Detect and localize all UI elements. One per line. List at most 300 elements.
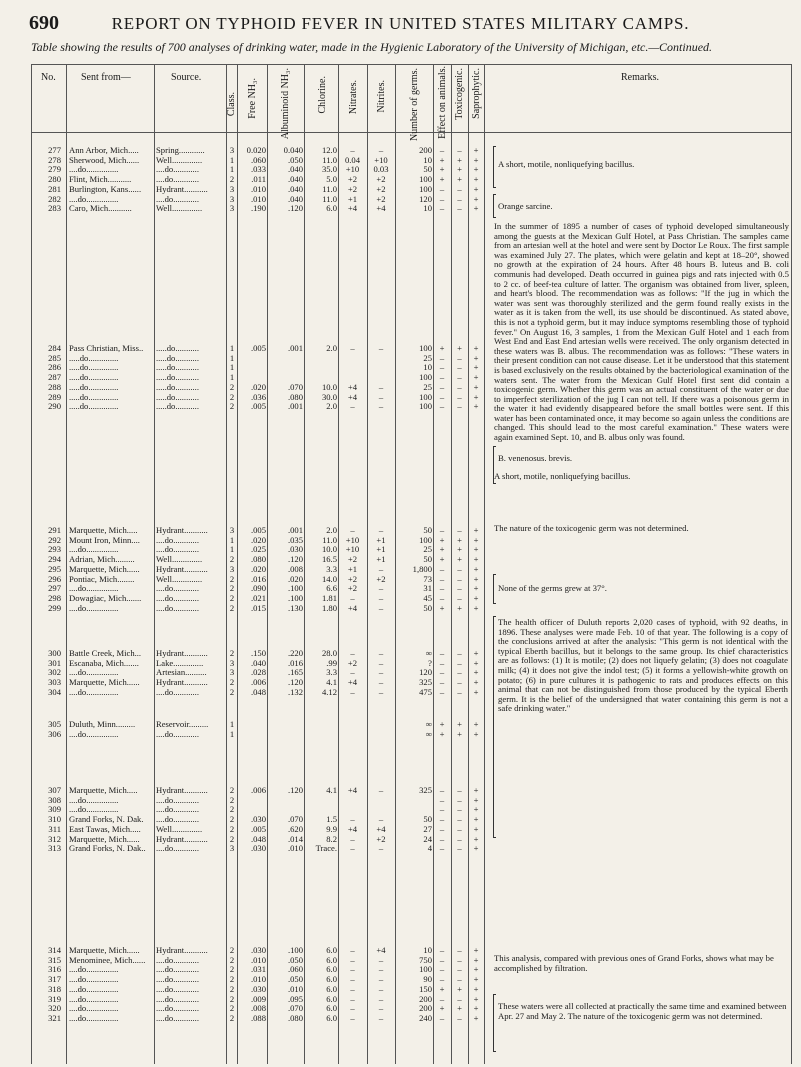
cell-germs: 50 bbox=[423, 814, 432, 825]
cell-nitrates: – bbox=[350, 686, 355, 697]
cell-source: Artesian.......... bbox=[156, 667, 207, 678]
cell-effect-on-animals: – bbox=[439, 525, 445, 535]
cell-saprophytic: + bbox=[473, 1012, 479, 1023]
cell-toxicogenic: + bbox=[457, 164, 462, 175]
cell-class: 2 bbox=[229, 794, 235, 805]
cell-source: .....do........... bbox=[156, 372, 199, 383]
cell-nitrites: – bbox=[378, 592, 384, 603]
cell-chlorine: 5.0 bbox=[326, 174, 337, 185]
remark-brace bbox=[493, 194, 496, 218]
cell-nitrites: – bbox=[378, 563, 384, 574]
cell-source: ....do............ bbox=[156, 843, 199, 854]
cell-class: 2 bbox=[229, 686, 235, 697]
cell-row-number: 319 bbox=[48, 993, 61, 1004]
cell-albuminoid-nh3: .060 bbox=[287, 964, 303, 975]
cell-toxicogenic: – bbox=[457, 193, 462, 204]
cell-class: 3 bbox=[229, 203, 235, 214]
cell-chlorine: 6.0 bbox=[326, 974, 337, 985]
cell-nitrites: – bbox=[378, 602, 384, 613]
cell-effect-on-animals: – bbox=[439, 794, 445, 805]
cell-nitrites: – bbox=[378, 954, 384, 965]
cell-chlorine: 14.0 bbox=[321, 573, 337, 584]
page-title: REPORT ON TYPHOID FEVER IN UNITED STATES MILITARY CAMPS. bbox=[111, 14, 690, 33]
cell-class: 3 bbox=[229, 843, 235, 854]
remark-note-8: The health officer of Duluth reports 2,020 cases of typhoid, with 92 deaths, in 1896. These analyses were made Feb. 10 of that year. The following is a copy of the conclusions arrived at after the analysis: "This germ is not identical with the typical Eberth bacillus, but it belongs to the same group. Its chief characteristics are as follows: (1) It is motile; (2) does not liquefy gelatin; (3) does not coagulate milk; (4) it does not give the indol test; (5) it forms a yellowish-white growth on potato; (6) in pure cultures it is pathogenic to rats and produces effects on this animal that can not be distinguished from those produced by the typical Eberth germ. It is the belief of the undersigned that water containing this germ is not a safe drinking water." bbox=[498, 617, 788, 714]
cell-nitrites: +4 bbox=[376, 203, 386, 214]
cell-source: ....do............ bbox=[156, 728, 199, 739]
cell-class: 1 bbox=[229, 728, 235, 739]
cell-sent-from: ....do............... bbox=[69, 602, 119, 613]
cell-source: ....do............ bbox=[156, 544, 199, 555]
cell-saprophytic: + bbox=[473, 174, 479, 185]
cell-row-number: 295 bbox=[48, 563, 61, 574]
cell-nitrites: +1 bbox=[376, 534, 386, 545]
cell-toxicogenic: – bbox=[457, 814, 462, 825]
cell-nitrates: +4 bbox=[347, 381, 358, 392]
cell-class: 3 bbox=[229, 183, 235, 194]
cell-nitrates: – bbox=[350, 974, 355, 985]
cell-albuminoid-nh3: .014 bbox=[287, 833, 303, 844]
cell-toxicogenic: + bbox=[457, 174, 462, 185]
cell-saprophytic: + bbox=[473, 843, 479, 854]
cell-toxicogenic: – bbox=[457, 794, 462, 805]
cell-row-number: 303 bbox=[48, 677, 61, 688]
cell-chlorine: 6.0 bbox=[326, 203, 337, 214]
cell-source: Hydrant........... bbox=[156, 525, 208, 535]
cell-effect-on-animals: – bbox=[439, 833, 445, 844]
cell-chlorine: Trace. bbox=[315, 843, 337, 854]
cell-albuminoid-nh3: .040 bbox=[287, 193, 303, 204]
cell-class: 2 bbox=[229, 648, 235, 658]
remark-note-7: None of the germs grew at 37°. bbox=[498, 583, 607, 593]
cell-source: ....do............ bbox=[156, 794, 199, 805]
cell-source: Hydrant........... bbox=[156, 785, 208, 795]
cell-nitrites: +4 bbox=[376, 945, 386, 955]
remark-brace bbox=[493, 574, 496, 604]
cell-free-nh3: .030 bbox=[250, 814, 266, 825]
remark-brace bbox=[493, 146, 496, 188]
cell-free-nh3: .020 bbox=[250, 381, 266, 392]
cell-chlorine: 3.3 bbox=[326, 563, 337, 574]
cell-row-number: 288 bbox=[48, 381, 61, 392]
cell-chlorine: 6.0 bbox=[326, 983, 337, 994]
cell-nitrates: – bbox=[350, 993, 355, 1004]
cell-saprophytic: + bbox=[473, 677, 479, 688]
remark-brace bbox=[493, 994, 496, 1052]
cell-albuminoid-nh3: .080 bbox=[287, 1012, 303, 1023]
cell-effect-on-animals: – bbox=[439, 945, 445, 955]
cell-sent-from: .....do.............. bbox=[69, 381, 119, 392]
cell-nitrates: – bbox=[350, 1012, 355, 1023]
cell-sent-from: .....do.............. bbox=[69, 372, 119, 383]
cell-class: 1 bbox=[229, 534, 235, 545]
cell-nitrites: – bbox=[378, 1012, 384, 1023]
cell-effect-on-animals: + bbox=[439, 983, 445, 994]
cell-class: 2 bbox=[229, 583, 235, 594]
cell-free-nh3: .006 bbox=[250, 677, 266, 688]
cell-free-nh3: .040 bbox=[250, 657, 266, 668]
cell-source: Hydrant........... bbox=[156, 183, 208, 194]
cell-germs: 1,800 bbox=[412, 563, 432, 574]
cell-toxicogenic: + bbox=[457, 343, 462, 353]
cell-class: 1 bbox=[229, 164, 235, 175]
cell-source: ....do............ bbox=[156, 686, 199, 697]
cell-saprophytic: + bbox=[473, 381, 479, 392]
cell-effect-on-animals: – bbox=[439, 145, 445, 155]
cell-sent-from: ....do............... bbox=[69, 974, 119, 985]
cell-sent-from: ....do............... bbox=[69, 164, 119, 175]
cell-albuminoid-nh3: .035 bbox=[287, 534, 303, 545]
cell-albuminoid-nh3: .001 bbox=[287, 401, 303, 412]
cell-saprophytic: + bbox=[473, 993, 479, 1004]
cell-nitrites: – bbox=[378, 686, 384, 697]
cell-saprophytic: + bbox=[473, 544, 479, 555]
cell-albuminoid-nh3: .100 bbox=[287, 583, 303, 594]
cell-class: 1 bbox=[229, 544, 235, 555]
cell-germs: 100 bbox=[419, 534, 432, 545]
cell-nitrites: – bbox=[378, 983, 384, 994]
cell-toxicogenic: + bbox=[457, 544, 462, 555]
cell-row-number: 318 bbox=[48, 983, 61, 994]
cell-germs: 475 bbox=[419, 686, 432, 697]
cell-chlorine: 1.81 bbox=[321, 592, 337, 603]
cell-class: 3 bbox=[229, 193, 235, 204]
cell-effect-on-animals: – bbox=[439, 183, 445, 194]
cell-albuminoid-nh3: .040 bbox=[287, 174, 303, 185]
cell-free-nh3: .010 bbox=[250, 183, 266, 194]
cell-source: .....do........... bbox=[156, 343, 199, 353]
cell-toxicogenic: – bbox=[457, 362, 462, 373]
cell-effect-on-animals: + bbox=[439, 343, 445, 353]
cell-chlorine: 11.0 bbox=[322, 183, 337, 194]
cell-free-nh3: .010 bbox=[250, 974, 266, 985]
cell-class: 3 bbox=[229, 667, 235, 678]
cell-row-number: 309 bbox=[48, 804, 61, 815]
remark-brace bbox=[493, 616, 496, 838]
cell-germs: 240 bbox=[419, 1012, 432, 1023]
cell-saprophytic: + bbox=[473, 534, 479, 545]
cell-saprophytic: + bbox=[473, 164, 479, 175]
cell-toxicogenic: + bbox=[457, 719, 462, 729]
col-header-remarks: Remarks. bbox=[621, 72, 660, 83]
cell-row-number: 290 bbox=[48, 401, 61, 412]
cell-albuminoid-nh3: .070 bbox=[287, 381, 303, 392]
cell-germs: 27 bbox=[423, 823, 432, 834]
cell-effect-on-animals: – bbox=[439, 667, 445, 678]
cell-row-number: 281 bbox=[48, 183, 61, 194]
cell-nitrates: +4 bbox=[347, 823, 358, 834]
cell-sent-from: .....do.............. bbox=[69, 362, 119, 373]
cell-toxicogenic: – bbox=[457, 592, 462, 603]
cell-saprophytic: + bbox=[473, 554, 479, 565]
cell-class: 2 bbox=[229, 954, 235, 965]
cell-chlorine: 4.1 bbox=[326, 785, 337, 795]
cell-row-number: 321 bbox=[48, 1012, 61, 1023]
cell-toxicogenic: – bbox=[457, 372, 462, 383]
cell-sent-from: .....do.............. bbox=[69, 401, 119, 412]
cell-saprophytic: + bbox=[473, 945, 479, 955]
cell-nitrates: +10 bbox=[345, 544, 360, 555]
cell-toxicogenic: – bbox=[457, 964, 462, 975]
cell-row-number: 278 bbox=[48, 154, 61, 165]
cell-sent-from: ....do............... bbox=[69, 583, 119, 594]
cell-albuminoid-nh3: .008 bbox=[287, 563, 303, 574]
cell-free-nh3: .088 bbox=[250, 1012, 266, 1023]
cell-row-number: 304 bbox=[48, 686, 61, 697]
cell-nitrates: 0.04 bbox=[344, 154, 361, 165]
cell-albuminoid-nh3: .070 bbox=[287, 1003, 303, 1014]
cell-albuminoid-nh3: 0.040 bbox=[283, 145, 303, 155]
cell-nitrites: – bbox=[378, 1003, 384, 1014]
cell-chlorine: 6.0 bbox=[326, 945, 337, 955]
cell-free-nh3: .025 bbox=[250, 544, 266, 555]
cell-toxicogenic: – bbox=[457, 843, 462, 854]
cell-class: 2 bbox=[229, 804, 235, 815]
cell-row-number: 314 bbox=[48, 945, 61, 955]
cell-row-number: 301 bbox=[48, 657, 61, 668]
col-header-nitrates: Nitrates. bbox=[348, 80, 359, 115]
cell-source: ....do............ bbox=[156, 804, 199, 815]
cell-albuminoid-nh3: .040 bbox=[287, 183, 303, 194]
cell-sent-from: ....do............... bbox=[69, 794, 119, 805]
cell-sent-from: Marquette, Mich...... bbox=[69, 945, 140, 955]
cell-row-number: 294 bbox=[48, 554, 61, 565]
cell-row-number: 320 bbox=[48, 1003, 61, 1014]
cell-free-nh3: .028 bbox=[250, 667, 266, 678]
cell-effect-on-animals: – bbox=[439, 193, 445, 204]
cell-germs: 325 bbox=[419, 785, 432, 795]
cell-row-number: 277 bbox=[48, 145, 61, 155]
cell-saprophytic: + bbox=[473, 563, 479, 574]
cell-saprophytic: + bbox=[473, 193, 479, 204]
cell-toxicogenic: – bbox=[457, 203, 462, 214]
cell-albuminoid-nh3: .016 bbox=[287, 657, 303, 668]
cell-nitrites: +1 bbox=[376, 554, 386, 565]
cell-saprophytic: + bbox=[473, 583, 479, 594]
cell-albuminoid-nh3: .080 bbox=[287, 391, 303, 402]
cell-toxicogenic: – bbox=[457, 686, 462, 697]
cell-sent-from: ....do............... bbox=[69, 544, 119, 555]
cell-saprophytic: + bbox=[473, 964, 479, 975]
cell-free-nh3: .010 bbox=[250, 193, 266, 204]
cell-germs: 25 bbox=[423, 544, 432, 555]
cell-toxicogenic: – bbox=[457, 352, 462, 363]
cell-nitrates: +2 bbox=[347, 554, 358, 565]
cell-class: 3 bbox=[229, 525, 235, 535]
cell-sent-from: Marquette, Mich...... bbox=[69, 833, 140, 844]
cell-free-nh3: .060 bbox=[250, 154, 266, 165]
cell-sent-from: .....do.............. bbox=[69, 352, 119, 363]
cell-albuminoid-nh3: .120 bbox=[287, 677, 303, 688]
cell-class: 1 bbox=[229, 154, 235, 165]
cell-germs: 120 bbox=[419, 667, 432, 678]
cell-nitrites: – bbox=[378, 391, 384, 402]
cell-toxicogenic: – bbox=[457, 1012, 462, 1023]
cell-saprophytic: + bbox=[473, 602, 479, 613]
cell-source: ....do............ bbox=[156, 974, 199, 985]
cell-germs: 50 bbox=[423, 164, 432, 175]
cell-free-nh3: 0.020 bbox=[246, 145, 266, 155]
cell-chlorine: 1.80 bbox=[321, 602, 337, 613]
cell-source: Well.............. bbox=[156, 573, 203, 584]
cell-free-nh3: .016 bbox=[250, 573, 266, 584]
cell-row-number: 293 bbox=[48, 544, 61, 555]
cell-toxicogenic: – bbox=[457, 525, 462, 535]
cell-albuminoid-nh3: .132 bbox=[287, 686, 303, 697]
cell-nitrates: +1 bbox=[347, 193, 358, 204]
cell-germs: 100 bbox=[419, 372, 432, 383]
cell-saprophytic: + bbox=[473, 974, 479, 985]
cell-nitrates: +2 bbox=[347, 573, 358, 584]
cell-effect-on-animals: + bbox=[439, 544, 445, 555]
cell-row-number: 285 bbox=[48, 352, 61, 363]
cell-toxicogenic: – bbox=[457, 401, 462, 412]
cell-row-number: 296 bbox=[48, 573, 61, 584]
cell-sent-from: Caro, Mich........... bbox=[69, 203, 132, 214]
cell-nitrites: – bbox=[378, 974, 384, 985]
cell-sent-from: ....do............... bbox=[69, 686, 119, 697]
cell-sent-from: Battle Creek, Mich... bbox=[69, 648, 142, 658]
cell-saprophytic: + bbox=[473, 785, 479, 795]
cell-source: Hydrant........... bbox=[156, 677, 208, 688]
cell-effect-on-animals: – bbox=[439, 203, 445, 214]
cell-sent-from: ....do............... bbox=[69, 964, 119, 975]
cell-effect-on-animals: – bbox=[439, 814, 445, 825]
cell-nitrates: – bbox=[350, 648, 355, 658]
cell-albuminoid-nh3: .001 bbox=[287, 525, 303, 535]
cell-row-number: 312 bbox=[48, 833, 61, 844]
cell-free-nh3: .008 bbox=[250, 1003, 266, 1014]
cell-saprophytic: + bbox=[473, 145, 479, 155]
cell-nitrates: – bbox=[350, 945, 355, 955]
cell-class: 2 bbox=[229, 391, 235, 402]
cell-class: 2 bbox=[229, 592, 235, 603]
cell-saprophytic: + bbox=[473, 667, 479, 678]
cell-albuminoid-nh3: .010 bbox=[287, 983, 303, 994]
col-header-chlorine: Chlorine. bbox=[317, 76, 328, 114]
cell-free-nh3: .020 bbox=[250, 534, 266, 545]
cell-nitrites: – bbox=[378, 401, 384, 412]
col-header-free-nh3: Free NH₃. bbox=[247, 78, 258, 119]
cell-row-number: 302 bbox=[48, 667, 61, 678]
cell-class: 3 bbox=[229, 657, 235, 668]
cell-nitrites: +10 bbox=[374, 154, 388, 165]
cell-toxicogenic: – bbox=[457, 974, 462, 985]
cell-row-number: 280 bbox=[48, 174, 61, 185]
cell-sent-from: Dowagiac, Mich....... bbox=[69, 592, 142, 603]
cell-free-nh3: .011 bbox=[251, 174, 266, 185]
cell-nitrates: – bbox=[350, 525, 355, 535]
cell-saprophytic: + bbox=[473, 814, 479, 825]
cell-effect-on-animals: – bbox=[439, 583, 445, 594]
cell-nitrites: +2 bbox=[376, 183, 386, 194]
cell-effect-on-animals: – bbox=[439, 785, 445, 795]
cell-free-nh3: .030 bbox=[250, 945, 266, 955]
cell-class: 2 bbox=[229, 554, 235, 565]
cell-nitrates: – bbox=[350, 954, 355, 965]
cell-sent-from: Burlington, Kans...... bbox=[69, 183, 142, 194]
cell-nitrites: – bbox=[378, 381, 384, 392]
col-header-effect: Effect on animals. bbox=[437, 66, 448, 139]
cell-source: ....do............ bbox=[156, 583, 199, 594]
cell-nitrates: +2 bbox=[347, 657, 358, 668]
cell-nitrates: +4 bbox=[347, 203, 358, 214]
cell-chlorine: .99 bbox=[326, 657, 337, 668]
cell-nitrites: – bbox=[378, 648, 384, 658]
cell-source: ....do............ bbox=[156, 534, 199, 545]
cell-free-nh3: .006 bbox=[250, 785, 266, 795]
cell-class: 1 bbox=[229, 343, 235, 353]
cell-toxicogenic: – bbox=[457, 804, 462, 815]
cell-chlorine: 3.3 bbox=[326, 667, 337, 678]
cell-free-nh3: .190 bbox=[250, 203, 266, 214]
cell-toxicogenic: – bbox=[457, 657, 462, 668]
cell-sent-from: Duluth, Minn......... bbox=[69, 719, 136, 729]
cell-effect-on-animals: + bbox=[439, 602, 445, 613]
cell-row-number: 315 bbox=[48, 954, 61, 965]
cell-germs: 73 bbox=[423, 573, 432, 584]
cell-row-number: 308 bbox=[48, 794, 61, 805]
cell-row-number: 316 bbox=[48, 964, 61, 975]
cell-source: .....do........... bbox=[156, 401, 199, 412]
cell-saprophytic: + bbox=[473, 1003, 479, 1014]
cell-toxicogenic: + bbox=[457, 554, 462, 565]
cell-effect-on-animals: – bbox=[439, 974, 445, 985]
cell-albuminoid-nh3: .070 bbox=[287, 814, 303, 825]
cell-source: ....do............ bbox=[156, 993, 199, 1004]
cell-free-nh3: .005 bbox=[250, 823, 266, 834]
cell-chlorine: 4.1 bbox=[326, 677, 337, 688]
cell-chlorine: 10.0 bbox=[321, 381, 337, 392]
cell-effect-on-animals: – bbox=[439, 352, 445, 363]
cell-chlorine: 6.0 bbox=[326, 964, 337, 975]
cell-row-number: 317 bbox=[48, 974, 61, 985]
cell-toxicogenic: – bbox=[457, 833, 462, 844]
cell-nitrates: +4 bbox=[347, 391, 358, 402]
cell-effect-on-animals: – bbox=[439, 372, 445, 383]
cell-sent-from: Sherwood, Mich...... bbox=[69, 154, 140, 165]
cell-class: 2 bbox=[229, 401, 235, 412]
cell-nitrates: – bbox=[350, 1003, 355, 1014]
cell-effect-on-animals: – bbox=[439, 592, 445, 603]
cell-germs: 100 bbox=[419, 401, 432, 412]
cell-saprophytic: + bbox=[473, 833, 479, 844]
cell-chlorine: 11.0 bbox=[322, 193, 337, 204]
cell-saprophytic: + bbox=[473, 719, 479, 729]
cell-germs: 120 bbox=[419, 193, 432, 204]
cell-effect-on-animals: + bbox=[439, 1003, 445, 1014]
cell-sent-from: ....do............... bbox=[69, 1012, 119, 1023]
cell-sent-from: Ann Arbor, Mich..... bbox=[69, 145, 139, 155]
cell-effect-on-animals: – bbox=[439, 993, 445, 1004]
cell-chlorine: 30.0 bbox=[321, 391, 337, 402]
cell-source: Well.............. bbox=[156, 554, 203, 565]
cell-source: .....do........... bbox=[156, 391, 199, 402]
cell-sent-from: Grand Forks, N. Dak. bbox=[69, 814, 144, 825]
remark-note-4: B. venenosus. brevis. bbox=[498, 453, 573, 463]
cell-germs: 100 bbox=[419, 174, 432, 185]
cell-nitrites: +2 bbox=[376, 573, 386, 584]
cell-sent-from: ....do............... bbox=[69, 728, 119, 739]
remark-note-1: A short, motile, nonliquefying bacillus. bbox=[498, 159, 635, 169]
cell-class: 2 bbox=[229, 993, 235, 1004]
cell-source: .....do........... bbox=[156, 381, 199, 392]
cell-effect-on-animals: + bbox=[439, 534, 445, 545]
cell-toxicogenic: + bbox=[457, 1003, 462, 1014]
cell-nitrites: – bbox=[378, 677, 384, 688]
cell-germs: 10 bbox=[423, 945, 432, 955]
cell-free-nh3: .036 bbox=[250, 391, 266, 402]
